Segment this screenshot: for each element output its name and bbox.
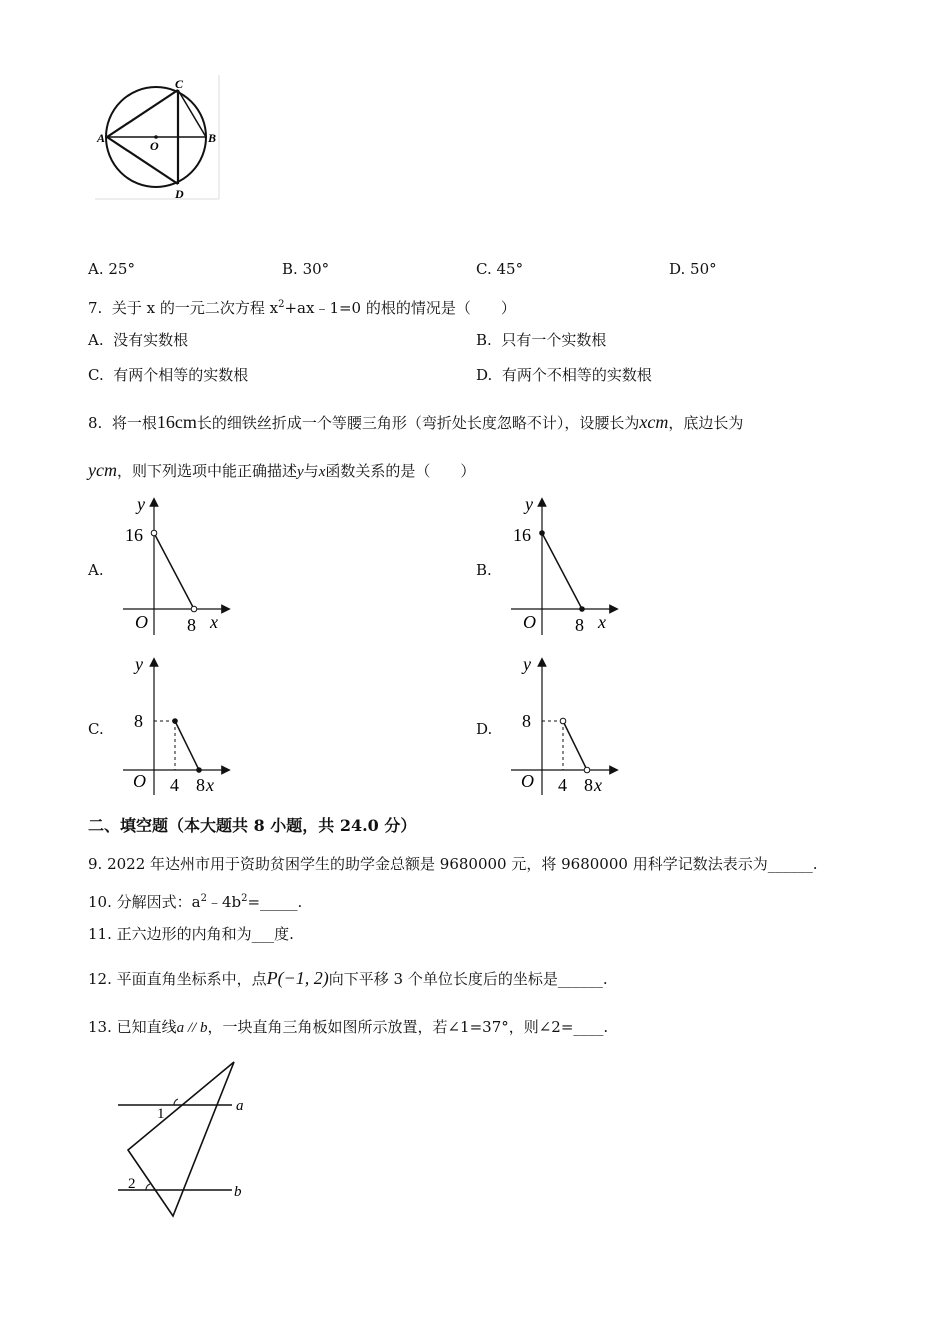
svg-text:x: x: [210, 612, 218, 632]
svg-text:y: y: [523, 654, 531, 674]
svg-text:y: y: [525, 494, 533, 514]
q7-option-b: B. 只有一个实数根: [476, 331, 607, 349]
q8-graph-b: [506, 490, 626, 640]
q7-option-a: A. 没有实数根: [88, 331, 189, 349]
svg-text:O: O: [523, 612, 536, 632]
q10-stem: 10. 分解因式：$a^2﹣4b^2=\_\_\_\_\_$.: [88, 893, 303, 911]
svg-text:16: 16: [513, 525, 531, 545]
svg-text:y: y: [135, 654, 143, 674]
q8-graph-a: [118, 490, 238, 640]
q7-option-c: C. 有两个相等的实数根: [88, 366, 249, 384]
svg-text:8: 8: [522, 711, 531, 731]
svg-text:16: 16: [125, 525, 143, 545]
q8-stem-line1: 8. 将一根16cm长的细铁丝折成一个等腰三角形（弯折处长度忽略不计），设腰长为xcm，底边长为: [88, 412, 744, 432]
svg-text:a: a: [236, 1098, 244, 1114]
q7-stem: 7. 关于 x 的一元二次方程 $x^2+ax﹣1=0$ 的根的情况是（ ）: [88, 299, 516, 317]
svg-text:x: x: [206, 775, 214, 795]
triangle-board: [128, 1062, 234, 1216]
q6-circle-figure: [95, 75, 225, 205]
svg-text:8: 8: [584, 775, 593, 795]
q8-option-a-letter: A.: [88, 561, 104, 579]
label-c: C: [175, 77, 184, 91]
q13-parallel-lines-figure: [110, 1060, 260, 1220]
svg-text:4: 4: [170, 775, 179, 795]
label-d: D: [175, 187, 184, 201]
svg-text:O: O: [521, 771, 534, 791]
svg-text:2: 2: [128, 1176, 136, 1192]
q13-stem: 13. 已知直线a // b，一块直角三角板如图所示放置，若∠1=37°，则∠2=____.: [88, 1018, 609, 1036]
svg-text:8: 8: [196, 775, 205, 795]
q6-option-b: B. 30°: [282, 260, 330, 278]
svg-text:b: b: [234, 1184, 242, 1200]
q8-option-c-letter: C.: [88, 720, 104, 738]
svg-text:8: 8: [134, 711, 143, 731]
section-2-title: 二、填空题（本大题共 8 小题，共 24.0 分）: [88, 816, 417, 835]
q12-stem: 12. 平面直角坐标系中，点P(−1, 2)向下平移 3 个单位长度后的坐标是______.: [88, 968, 608, 988]
q8-option-b-letter: B.: [476, 561, 492, 579]
q7-option-d: D. 有两个不相等的实数根: [476, 366, 652, 384]
q6-option-d: D. 50°: [669, 260, 717, 278]
label-o: O: [150, 139, 159, 153]
q8-stem-line2: ycm，则下列选项中能正确描述y与x函数关系的是（ ）: [88, 460, 476, 480]
q6-option-a: A. 25°: [88, 260, 135, 278]
svg-text:8: 8: [575, 615, 584, 635]
svg-text:8: 8: [187, 615, 196, 635]
q6-option-c: C. 45°: [476, 260, 524, 278]
svg-text:y: y: [137, 494, 145, 514]
svg-text:4: 4: [558, 775, 567, 795]
svg-text:O: O: [133, 771, 146, 791]
svg-text:x: x: [594, 775, 602, 795]
q9-stem: 9. 2022 年达州市用于资助贫困学生的助学金总额是 9680000 元，将 9680000 用科学记数法表示为______.: [88, 855, 818, 873]
q11-stem: 11. 正六边形的内角和为___度.: [88, 925, 294, 943]
q8-option-d-letter: D.: [476, 720, 493, 738]
svg-text:1: 1: [157, 1106, 165, 1122]
svg-text:O: O: [135, 612, 148, 632]
q8-graph-d: [506, 650, 626, 800]
label-a: A: [97, 131, 106, 145]
q8-graph-c: [118, 650, 238, 800]
svg-text:x: x: [598, 612, 606, 632]
label-b: B: [208, 131, 217, 145]
